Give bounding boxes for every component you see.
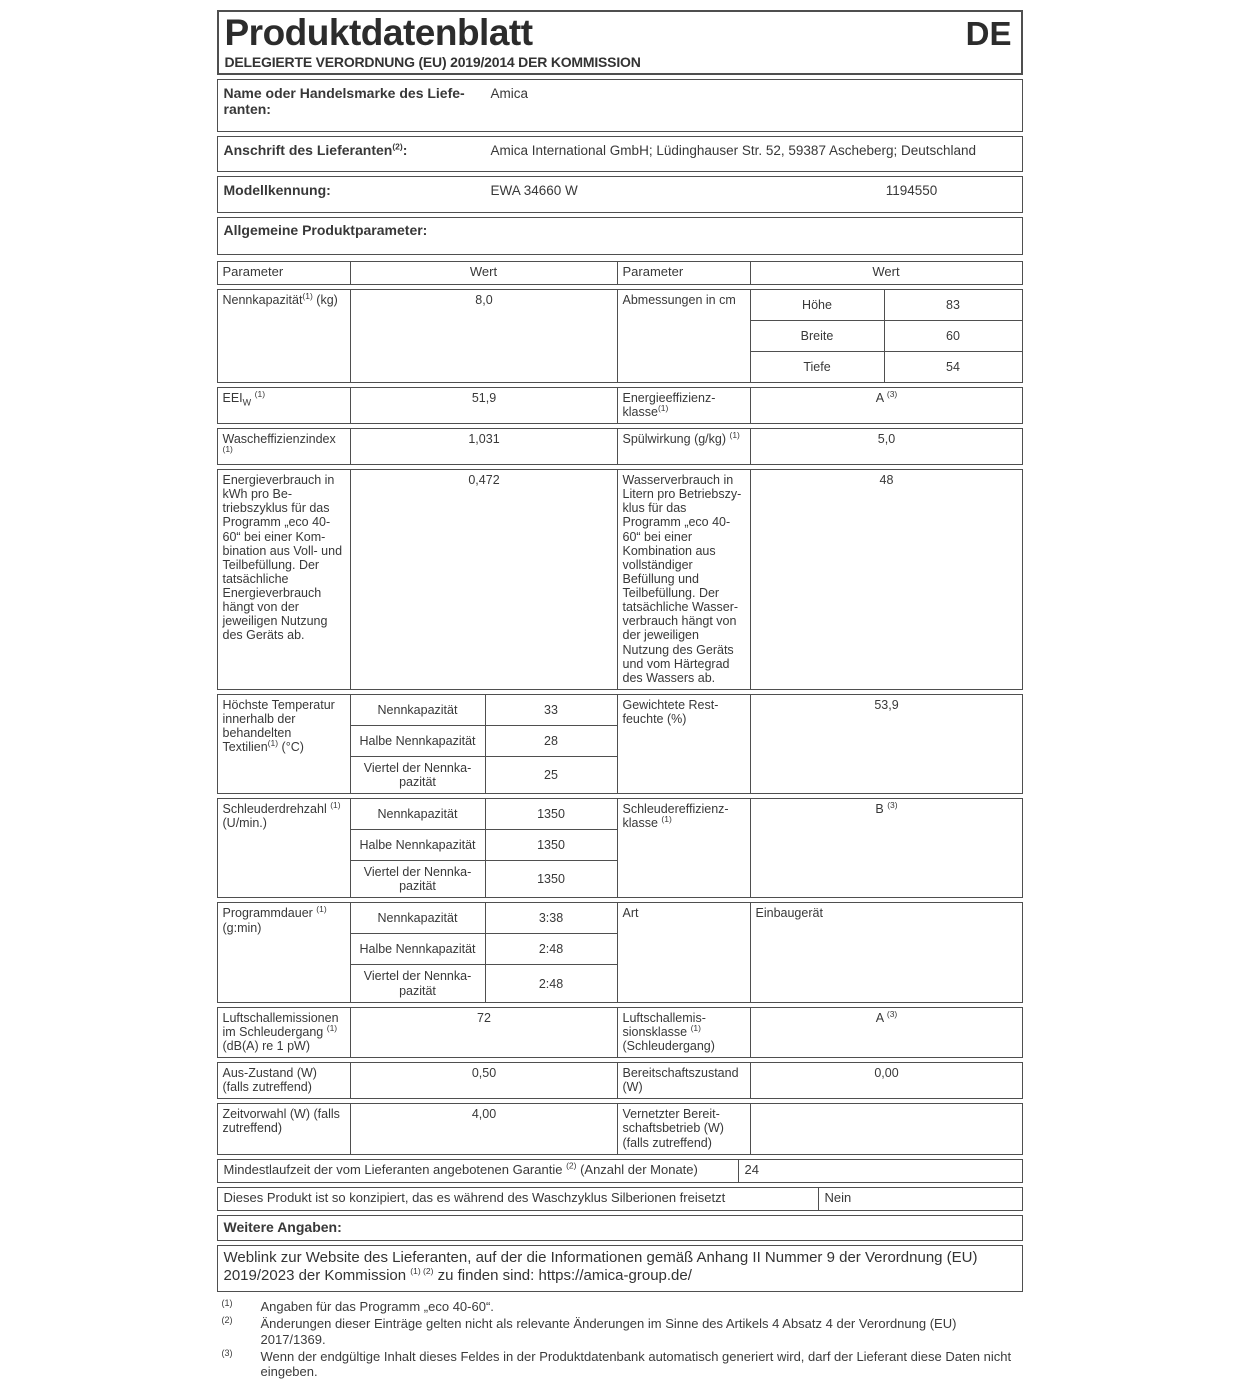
param-value: A $^{(3)}$	[750, 1008, 1022, 1057]
param-label: Gewichtete Restfeuchte (%)	[617, 695, 750, 793]
footnote-text: Wenn der endgültige Inhalt dieses Feldes in der Produktdatenbank automatisch generiert wird, darf der Lieferant diese Daten nicht eingeben.	[260, 1349, 1012, 1380]
sub-param-label: Halbe Nennkapazität	[350, 933, 485, 964]
sub-param-value: 1350	[485, 860, 617, 897]
param-label: Schleudereffizienzklasse $^{(1)}$	[617, 799, 750, 897]
param-label: Energieeffizienzklasse$^{(1)}$	[617, 388, 750, 423]
footnote-marker: (2)	[221, 1315, 233, 1326]
param-value: 5,0	[750, 429, 1022, 464]
param-row	[217, 694, 1023, 794]
sub-param-value: 1350	[485, 829, 617, 860]
param-value: 24	[738, 1160, 1022, 1182]
param-label: Wascheffizienzindex $^{(1)}$	[222, 431, 336, 454]
supplier-address-label: Anschrift des Lieferanten$^{(2)}$:	[223, 141, 408, 158]
weitere-angaben-header: Weitere Angaben:	[217, 1215, 1023, 1241]
sub-param-label: Viertel der Nennkapazität	[350, 964, 485, 1001]
wide-rows	[217, 1159, 1023, 1211]
param-row	[217, 387, 1023, 424]
param-label: Programmdauer $^{(1)}$ (g:min)	[222, 904, 327, 935]
page-title: Produktdatenblatt	[224, 12, 533, 53]
param-label: Vernetzter Bereitschaftsbetrieb (W) (falls zutreffend)	[617, 1104, 750, 1153]
param-value: A $^{(3)}$	[750, 388, 1022, 423]
column-header: Parameter	[617, 262, 750, 284]
sub-param-label: Nennkapazität	[350, 903, 485, 933]
datasheet-header	[217, 10, 1023, 75]
param-label: Schleuderdrehzahl $^{(1)}$ (U/min.)	[222, 800, 341, 831]
section-header: Allgemeine Produktparameter:	[217, 217, 1023, 255]
sub-param-value: 28	[485, 725, 617, 756]
footnote-marker: (1)	[221, 1298, 233, 1309]
param-label: Luftschallemissionsklasse $^{(1)}$ (Schleudergang)	[617, 1008, 750, 1057]
param-value: 53,9	[750, 695, 1022, 793]
guarantee-row	[217, 1159, 1023, 1183]
param-value: 72	[350, 1008, 617, 1057]
regulation-subtitle: DELEGIERTE VERORDNUNG (EU) 2019/2014 DER KOMMISSION	[224, 53, 641, 70]
param-header-row	[217, 261, 1023, 285]
supplier-name-value: Amica	[490, 85, 529, 101]
param-value: 8,0	[350, 290, 617, 382]
param-label: Wasserverbrauch in Litern pro Betriebszyklus für das Programm „eco 40-60“ bei einer Kombination aus vollständiger Befüllung und Teilbefüllung. Der tatsächliche Wasserverbrauch hängt von der jeweiligen Nutzung des Geräts und vom Härtegrad des Wassers ab.	[617, 470, 750, 689]
sub-param-value: 83	[884, 290, 1022, 320]
param-value: 4,00	[350, 1104, 617, 1153]
param-label: Spülwirkung (g/kg) $^{(1)}$	[617, 429, 750, 464]
sub-param-value: 3:38	[485, 903, 617, 933]
param-label: Dieses Produkt ist so konzipiert, das es während des Waschzyklus Silberionen freisetzt	[223, 1189, 726, 1205]
param-label: Höchste Temperatur innerhalb der behandelten Textilien$^{(1)}$ (°C)	[222, 697, 335, 755]
sub-param-label: Höhe	[750, 290, 884, 320]
param-row	[217, 1007, 1023, 1058]
param-label: Abmessungen in cm	[617, 290, 750, 382]
footnote-marker: (3)	[221, 1348, 233, 1359]
param-row	[217, 1062, 1023, 1099]
model-row	[217, 176, 1023, 213]
param-value: B $^{(3)}$	[750, 799, 1022, 897]
param-label: Bereitschaftszustand (W)	[617, 1063, 750, 1098]
supplier-name-label: Name oder Handelsmarke des Lieferanten:	[223, 84, 465, 118]
param-row	[217, 902, 1023, 1002]
supplier-address-row	[217, 136, 1023, 173]
param-label: Art	[617, 903, 750, 1001]
param-label: $EEI_W$ $^{(1)}$	[222, 388, 266, 408]
param-label: Nennkapazität$^{(1)}$ (kg)	[222, 290, 338, 307]
sub-param-label: Nennkapazität	[350, 695, 485, 725]
sub-param-label: Nennkapazität	[350, 799, 485, 829]
sub-param-label: Viertel der Nennkapazität	[350, 860, 485, 897]
supplier-name-row	[217, 79, 1023, 132]
footnote-text: Änderungen dieser Einträge gelten nicht als relevante Änderungen im Sinne des Artikels 4 Absatz 4 der Verordnung (EU) 2017/1369.	[260, 1316, 957, 1347]
param-label: Energieverbrauch in kWh pro Betriebszyklus für das Programm „eco 40-60“ bei einer Kombination aus Voll- und Teilbefüllung. Der tatsächliche Energieverbrauch hängt von der jeweiligen Nutzung des Geräts ab.	[222, 473, 343, 643]
sub-param-label: Viertel der Nennkapazität	[350, 756, 485, 793]
param-table	[217, 261, 1023, 1155]
model-number: 1194550	[885, 183, 938, 199]
param-label: Aus-Zustand (W) (falls zutreffend)	[222, 1066, 317, 1095]
footnote-text: Angaben für das Programm „eco 40-60“.	[260, 1299, 494, 1315]
sub-param-label: Tiefe	[750, 351, 884, 382]
footnote	[217, 1349, 1023, 1380]
param-value	[750, 1104, 1022, 1153]
param-row	[217, 289, 1023, 383]
column-header: Wert	[350, 262, 617, 284]
param-label: Mindestlaufzeit der vom Lieferanten angebotenen Garantie $^{(2)}$ (Anzahl der Monate)	[223, 1160, 698, 1177]
sub-param-value: 25	[485, 756, 617, 793]
param-row	[217, 1103, 1023, 1154]
model-label: Modellkennung:	[223, 182, 331, 199]
silver-ion-row	[217, 1187, 1023, 1211]
param-label: Luftschallemissionen im Schleudergang $^{(1)}$ (dB(A) re 1 pW)	[222, 1010, 339, 1053]
param-row	[217, 469, 1023, 690]
column-header: Wert	[750, 262, 1022, 284]
column-header: Parameter	[222, 263, 284, 279]
sub-param-label: Halbe Nennkapazität	[350, 725, 485, 756]
param-value: 1,031	[350, 429, 617, 464]
product-datasheet	[217, 0, 1023, 1380]
param-row	[217, 428, 1023, 465]
param-value: 51,9	[350, 388, 617, 423]
sub-param-label: Breite	[750, 320, 884, 351]
param-row	[217, 798, 1023, 898]
param-label: Zeitvorwahl (W) (falls zutreffend)	[222, 1107, 340, 1136]
param-value: 0,50	[350, 1063, 617, 1098]
param-value: 0,472	[350, 470, 617, 689]
sub-param-value: 2:48	[485, 964, 617, 1001]
param-value: 0,00	[750, 1063, 1022, 1098]
param-value: Einbaugerät	[750, 903, 1022, 1001]
sub-param-value: 1350	[485, 799, 617, 829]
sub-param-value: 54	[884, 351, 1022, 382]
param-value: 48	[750, 470, 1022, 689]
sub-param-value: 33	[485, 695, 617, 725]
footnotes	[217, 1299, 1023, 1380]
sub-param-value: 60	[884, 320, 1022, 351]
param-value: Nein	[818, 1188, 1022, 1210]
language-badge: DE	[965, 15, 1012, 52]
supplier-address-value: Amica International GmbH; Lüdinghauser Str. 52, 59387 Ascheberg; Deutschland	[490, 142, 977, 158]
model-id: EWA 34660 W	[490, 183, 578, 199]
weblink-row: Weblink zur Website des Lieferanten, auf der die Informationen gemäß Anhang II Nummer 9 der Verordnung (EU) 2019/2023 der Kommission $^{(1) (2)}$ zu finden sind: https://amica-group.de/	[217, 1245, 1023, 1293]
footnote	[217, 1299, 1023, 1314]
sub-param-value: 2:48	[485, 933, 617, 964]
footnote	[217, 1316, 1023, 1347]
sub-param-label: Halbe Nennkapazität	[350, 829, 485, 860]
